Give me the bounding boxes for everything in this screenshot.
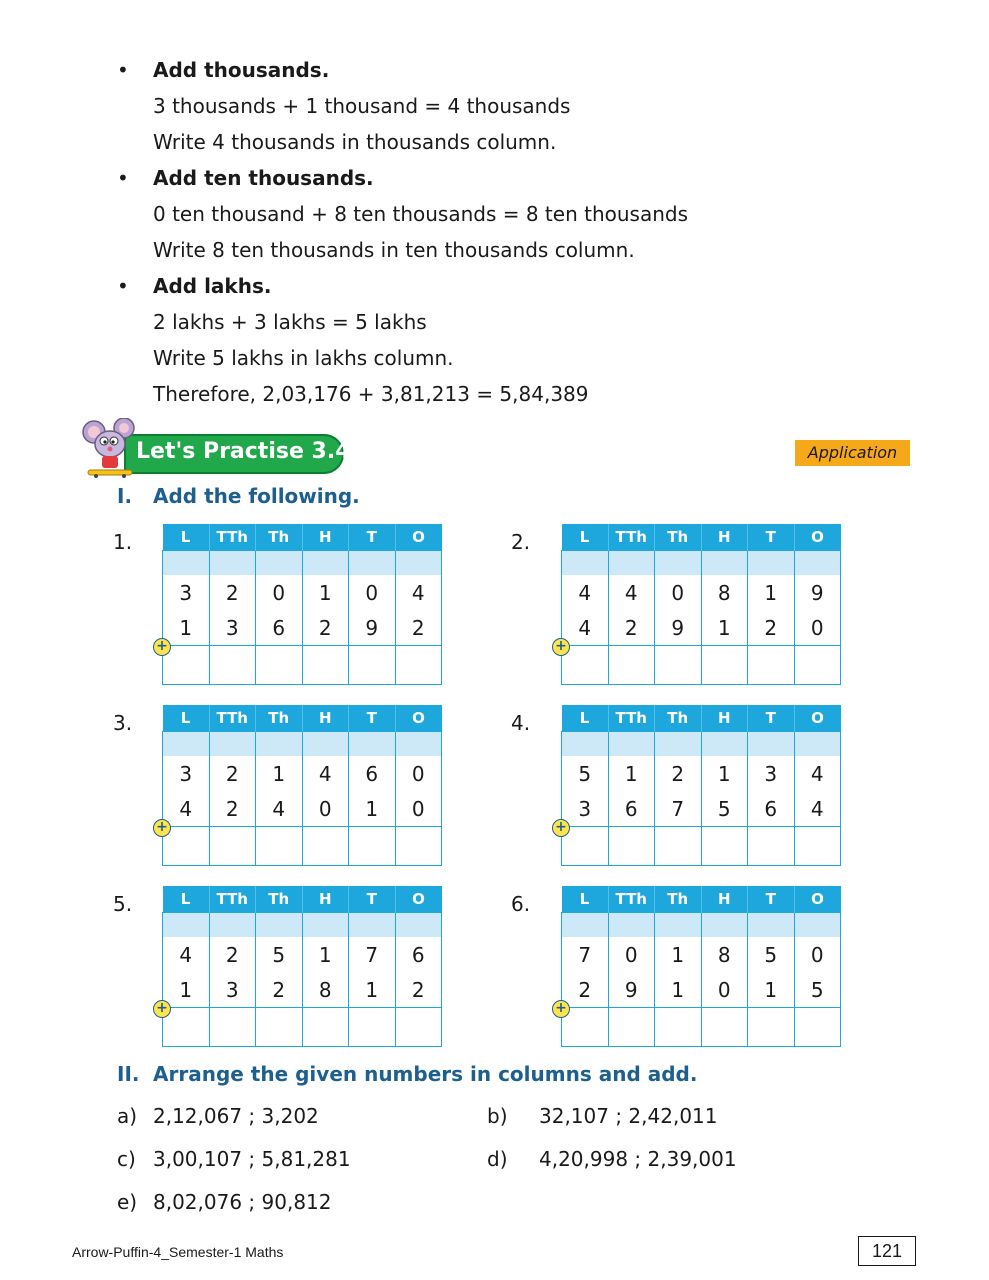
arrange-item-c <box>117 1147 351 1171</box>
mouse-mascot-icon <box>80 418 140 478</box>
digit-cell: 2 <box>395 611 442 646</box>
place-value-grid <box>561 886 841 1047</box>
practice-banner <box>80 418 351 476</box>
column-header: O <box>395 886 442 913</box>
digit-cell: 0 <box>794 937 841 973</box>
answer-cell[interactable] <box>395 646 442 685</box>
plus-sign-icon: + <box>153 819 171 837</box>
digit-cell: 4 <box>794 792 841 827</box>
digit-cell: 1 <box>256 756 303 792</box>
problem-number: 2. <box>511 530 531 554</box>
step-thousands: • Add thousands. 3 thousands + 1 thousand = 4 thousands Write 4 thousands in thousands column. <box>117 55 688 163</box>
addend-row-1 <box>562 937 841 973</box>
digit-cell: 1 <box>701 756 748 792</box>
digit-cell: 6 <box>748 792 795 827</box>
column-header: Th <box>655 705 702 732</box>
column-header: Th <box>655 886 702 913</box>
addend-row-2 <box>163 973 442 1008</box>
page-number: 121 <box>858 1236 916 1266</box>
step-heading: Add thousands <box>153 58 322 82</box>
digit-cell: 0 <box>349 575 396 611</box>
carry-cell[interactable] <box>256 732 303 757</box>
digit-cell: 7 <box>562 937 609 973</box>
addend-row-2 <box>562 792 841 827</box>
digit-cell: 4 <box>608 575 655 611</box>
step-line: 0 ten thousand + 8 ten thousands = 8 ten thousands <box>153 202 688 226</box>
answer-cell[interactable] <box>608 646 655 685</box>
digit-cell: 8 <box>701 575 748 611</box>
problem-number: 6. <box>511 892 531 916</box>
digit-cell: 2 <box>608 611 655 646</box>
step-conclusion: Therefore, 2,03,176 + 3,81,213 = 5,84,389 <box>153 382 589 406</box>
answer-cell[interactable] <box>349 827 396 866</box>
digit-cell: 2 <box>655 756 702 792</box>
carry-cell[interactable] <box>209 551 256 576</box>
digit-cell: 1 <box>163 611 210 646</box>
step-heading: Add lakhs <box>153 274 264 298</box>
digit-cell: 4 <box>562 575 609 611</box>
carry-cell[interactable] <box>794 913 841 938</box>
column-header: T <box>748 524 795 551</box>
answer-cell[interactable] <box>395 827 442 866</box>
place-value-grid <box>561 524 841 685</box>
column-header: T <box>748 705 795 732</box>
digit-cell: 2 <box>562 973 609 1008</box>
carry-cell[interactable] <box>562 913 609 938</box>
step-line: 2 lakhs + 3 lakhs = 5 lakhs <box>153 310 427 334</box>
step-line: Write 4 thousands in thousands column. <box>153 130 557 154</box>
carry-cell[interactable] <box>748 551 795 576</box>
answer-cell[interactable] <box>748 1008 795 1047</box>
arrange-label: c) <box>117 1147 136 1171</box>
plus-sign-icon: + <box>552 638 570 656</box>
arrange-item-e <box>117 1190 332 1214</box>
digit-cell: 2 <box>209 575 256 611</box>
column-header: O <box>794 524 841 551</box>
digit-cell: 4 <box>163 937 210 973</box>
carry-cell[interactable] <box>395 551 442 576</box>
bullet-icon: • <box>117 274 129 298</box>
column-header: TTh <box>209 886 256 913</box>
carry-cell[interactable] <box>608 732 655 757</box>
digit-cell: 6 <box>256 611 303 646</box>
plus-sign-icon: + <box>552 819 570 837</box>
addend-row-1 <box>163 756 442 792</box>
carry-cell[interactable] <box>163 913 210 938</box>
carry-cell[interactable] <box>794 551 841 576</box>
digit-cell: 2 <box>395 973 442 1008</box>
digit-cell: 7 <box>349 937 396 973</box>
carry-cell[interactable] <box>209 913 256 938</box>
problem-number: 5. <box>113 892 133 916</box>
column-header: O <box>794 705 841 732</box>
column-header: T <box>349 705 396 732</box>
addend-row-2 <box>562 973 841 1008</box>
answer-cell[interactable] <box>701 827 748 866</box>
bullet-icon: • <box>117 166 129 190</box>
digit-cell: 0 <box>256 575 303 611</box>
digit-cell: 4 <box>395 575 442 611</box>
section-1-title: Add the following. <box>153 484 360 508</box>
addend-row-1 <box>562 575 841 611</box>
carry-cell[interactable] <box>349 732 396 757</box>
column-header: Th <box>256 886 303 913</box>
column-header: H <box>302 886 349 913</box>
digit-cell: 4 <box>794 756 841 792</box>
digit-cell: 3 <box>163 756 210 792</box>
answer-row <box>562 827 841 866</box>
addend-row-2 <box>163 611 442 646</box>
column-header: Th <box>256 705 303 732</box>
digit-cell: 6 <box>608 792 655 827</box>
digit-cell: 1 <box>655 937 702 973</box>
carry-cell[interactable] <box>608 551 655 576</box>
carry-cell[interactable] <box>701 732 748 757</box>
digit-cell: 8 <box>302 973 349 1008</box>
carry-cell[interactable] <box>608 913 655 938</box>
practice-title: Let's Practise 3.4 <box>136 439 351 464</box>
digit-cell: 9 <box>349 611 396 646</box>
digit-cell: 0 <box>395 792 442 827</box>
digit-cell: 7 <box>655 792 702 827</box>
answer-row <box>562 646 841 685</box>
answer-cell[interactable] <box>209 827 256 866</box>
answer-cell[interactable] <box>349 1008 396 1047</box>
grid-header-row <box>163 705 442 732</box>
addend-row-2 <box>562 611 841 646</box>
answer-cell[interactable] <box>302 1008 349 1047</box>
carry-row <box>562 551 841 576</box>
digit-cell: 5 <box>794 973 841 1008</box>
column-header: H <box>701 705 748 732</box>
section-1-heading <box>117 484 360 508</box>
place-value-grid <box>162 705 442 866</box>
column-header: T <box>349 524 396 551</box>
digit-cell: 8 <box>701 937 748 973</box>
bullet-icon: • <box>117 58 129 82</box>
digit-cell: 0 <box>608 937 655 973</box>
digit-cell: 0 <box>794 611 841 646</box>
digit-cell: 9 <box>608 973 655 1008</box>
digit-cell: 2 <box>209 937 256 973</box>
answer-row <box>163 646 442 685</box>
digit-cell: 4 <box>256 792 303 827</box>
place-value-grid <box>561 705 841 866</box>
carry-cell[interactable] <box>395 732 442 757</box>
carry-cell[interactable] <box>302 551 349 576</box>
answer-cell[interactable] <box>395 1008 442 1047</box>
digit-cell: 4 <box>302 756 349 792</box>
answer-cell[interactable] <box>608 827 655 866</box>
carry-row <box>163 732 442 757</box>
column-header: TTh <box>209 524 256 551</box>
column-header: O <box>794 886 841 913</box>
arrange-label: e) <box>117 1190 138 1214</box>
carry-cell[interactable] <box>701 551 748 576</box>
arrange-numbers: 2,12,067 ; 3,202 <box>153 1104 319 1128</box>
place-value-grid <box>162 886 442 1047</box>
addend-row-1 <box>163 575 442 611</box>
grid-header-row <box>562 886 841 913</box>
digit-cell: 2 <box>302 611 349 646</box>
digit-cell: 0 <box>701 973 748 1008</box>
digit-cell: 4 <box>562 611 609 646</box>
answer-cell[interactable] <box>349 646 396 685</box>
digit-cell: 1 <box>349 792 396 827</box>
arrange-label: b) <box>487 1104 508 1128</box>
carry-cell[interactable] <box>163 732 210 757</box>
step-ten-thousands: • Add ten thousands. 0 ten thousand + 8 ten thousands = 8 ten thousands Write 8 ten thousands in ten thousands column. <box>117 163 688 271</box>
section-2-number: II. <box>117 1062 140 1086</box>
carry-cell[interactable] <box>395 913 442 938</box>
digit-cell: 6 <box>349 756 396 792</box>
answer-cell[interactable] <box>302 827 349 866</box>
digit-cell: 2 <box>256 973 303 1008</box>
place-value-grid <box>162 524 442 685</box>
digit-cell: 0 <box>302 792 349 827</box>
digit-cell: 1 <box>302 937 349 973</box>
carry-row <box>163 913 442 938</box>
carry-row <box>562 913 841 938</box>
step-line: Write 8 ten thousands in ten thousands column. <box>153 238 635 262</box>
column-header: Th <box>655 524 702 551</box>
carry-cell[interactable] <box>748 913 795 938</box>
answer-cell[interactable] <box>209 646 256 685</box>
answer-cell[interactable] <box>655 646 702 685</box>
column-header: Th <box>256 524 303 551</box>
digit-cell: 3 <box>562 792 609 827</box>
arrange-numbers: 32,107 ; 2,42,011 <box>539 1104 718 1128</box>
digit-cell: 1 <box>701 611 748 646</box>
digit-cell: 3 <box>748 756 795 792</box>
digit-cell: 0 <box>655 575 702 611</box>
addend-row-1 <box>163 937 442 973</box>
problem-number: 3. <box>113 711 133 735</box>
carry-cell[interactable] <box>701 913 748 938</box>
answer-row <box>163 1008 442 1047</box>
book-footer: Arrow-Puffin-4_Semester-1 Maths <box>72 1244 284 1260</box>
answer-cell[interactable] <box>794 1008 841 1047</box>
digit-cell: 5 <box>701 792 748 827</box>
carry-cell[interactable] <box>562 551 609 576</box>
answer-cell[interactable] <box>794 827 841 866</box>
digit-cell: 1 <box>748 973 795 1008</box>
carry-cell[interactable] <box>256 551 303 576</box>
digit-cell: 1 <box>349 973 396 1008</box>
addend-row-1 <box>562 756 841 792</box>
carry-cell[interactable] <box>794 732 841 757</box>
column-header: T <box>349 886 396 913</box>
digit-cell: 6 <box>395 937 442 973</box>
carry-cell[interactable] <box>655 732 702 757</box>
column-header: H <box>302 524 349 551</box>
carry-cell[interactable] <box>256 913 303 938</box>
column-header: L <box>562 886 609 913</box>
digit-cell: 5 <box>562 756 609 792</box>
digit-cell: 1 <box>655 973 702 1008</box>
grid-header-row <box>163 524 442 551</box>
column-header: L <box>562 705 609 732</box>
carry-row <box>562 732 841 757</box>
answer-cell[interactable] <box>256 827 303 866</box>
grid-header-row <box>163 886 442 913</box>
digit-cell: 2 <box>209 792 256 827</box>
section-1-number: I. <box>117 484 133 508</box>
arrange-item-a <box>117 1104 319 1128</box>
digit-cell: 5 <box>256 937 303 973</box>
addition-steps <box>117 55 688 415</box>
digit-cell: 9 <box>794 575 841 611</box>
answer-cell[interactable] <box>748 827 795 866</box>
carry-cell[interactable] <box>349 551 396 576</box>
plus-sign-icon: + <box>153 638 171 656</box>
arrange-label: d) <box>487 1147 508 1171</box>
digit-cell: 1 <box>302 575 349 611</box>
grid-header-row <box>562 524 841 551</box>
column-header: H <box>701 886 748 913</box>
answer-cell[interactable] <box>794 646 841 685</box>
answer-cell[interactable] <box>256 1008 303 1047</box>
answer-cell[interactable] <box>701 1008 748 1047</box>
carry-cell[interactable] <box>748 732 795 757</box>
arrange-numbers: 3,00,107 ; 5,81,281 <box>153 1147 351 1171</box>
column-header: O <box>395 524 442 551</box>
arrange-numbers: 4,20,998 ; 2,39,001 <box>539 1147 737 1171</box>
digit-cell: 9 <box>655 611 702 646</box>
digit-cell: 3 <box>209 973 256 1008</box>
digit-cell: 1 <box>163 973 210 1008</box>
carry-row <box>163 551 442 576</box>
arrange-item-b <box>487 1104 718 1128</box>
section-2-title: Arrange the given numbers in columns and add. <box>153 1062 698 1086</box>
arrange-numbers: 8,02,076 ; 90,812 <box>153 1190 332 1214</box>
answer-cell[interactable] <box>209 1008 256 1047</box>
answer-cell[interactable] <box>302 646 349 685</box>
carry-cell[interactable] <box>163 551 210 576</box>
column-header: L <box>163 886 210 913</box>
carry-cell[interactable] <box>655 551 702 576</box>
column-header: TTh <box>209 705 256 732</box>
application-tag: Application <box>795 440 910 466</box>
carry-cell[interactable] <box>302 913 349 938</box>
column-header: T <box>748 886 795 913</box>
answer-cell[interactable] <box>748 646 795 685</box>
answer-cell[interactable] <box>256 646 303 685</box>
digit-cell: 4 <box>163 792 210 827</box>
digit-cell: 3 <box>209 611 256 646</box>
answer-row <box>562 1008 841 1047</box>
column-header: H <box>701 524 748 551</box>
digit-cell: 5 <box>748 937 795 973</box>
column-header: TTh <box>608 705 655 732</box>
digit-cell: 1 <box>748 575 795 611</box>
step-line: 3 thousands + 1 thousand = 4 thousands <box>153 94 571 118</box>
column-header: TTh <box>608 524 655 551</box>
practice-title-pill <box>124 434 351 474</box>
plus-sign-icon: + <box>153 1000 171 1018</box>
carry-cell[interactable] <box>655 913 702 938</box>
problem-number: 4. <box>511 711 531 735</box>
carry-cell[interactable] <box>562 732 609 757</box>
answer-cell[interactable] <box>608 1008 655 1047</box>
problem-number: 1. <box>113 530 133 554</box>
answer-cell[interactable] <box>655 1008 702 1047</box>
section-2-heading <box>117 1062 697 1086</box>
column-header: H <box>302 705 349 732</box>
carry-cell[interactable] <box>209 732 256 757</box>
plus-sign-icon: + <box>552 1000 570 1018</box>
digit-cell: 0 <box>395 756 442 792</box>
carry-cell[interactable] <box>302 732 349 757</box>
arrange-label: a) <box>117 1104 138 1128</box>
answer-cell[interactable] <box>701 646 748 685</box>
column-header: L <box>163 524 210 551</box>
digit-cell: 2 <box>748 611 795 646</box>
addend-row-2 <box>163 792 442 827</box>
column-header: O <box>395 705 442 732</box>
digit-cell: 3 <box>163 575 210 611</box>
grid-header-row <box>562 705 841 732</box>
step-line: Write 5 lakhs in lakhs column. <box>153 346 454 370</box>
step-lakhs: • Add lakhs. 2 lakhs + 3 lakhs = 5 lakhs Write 5 lakhs in lakhs column. Therefore, 2,03,176 + 3,81,213 = 5,84,389 <box>117 271 688 415</box>
arrange-item-d <box>487 1147 737 1171</box>
step-heading: Add ten thousands <box>153 166 367 190</box>
answer-row <box>163 827 442 866</box>
column-header: L <box>562 524 609 551</box>
digit-cell: 1 <box>608 756 655 792</box>
column-header: L <box>163 705 210 732</box>
answer-cell[interactable] <box>655 827 702 866</box>
digit-cell: 2 <box>209 756 256 792</box>
column-header: TTh <box>608 886 655 913</box>
carry-cell[interactable] <box>349 913 396 938</box>
